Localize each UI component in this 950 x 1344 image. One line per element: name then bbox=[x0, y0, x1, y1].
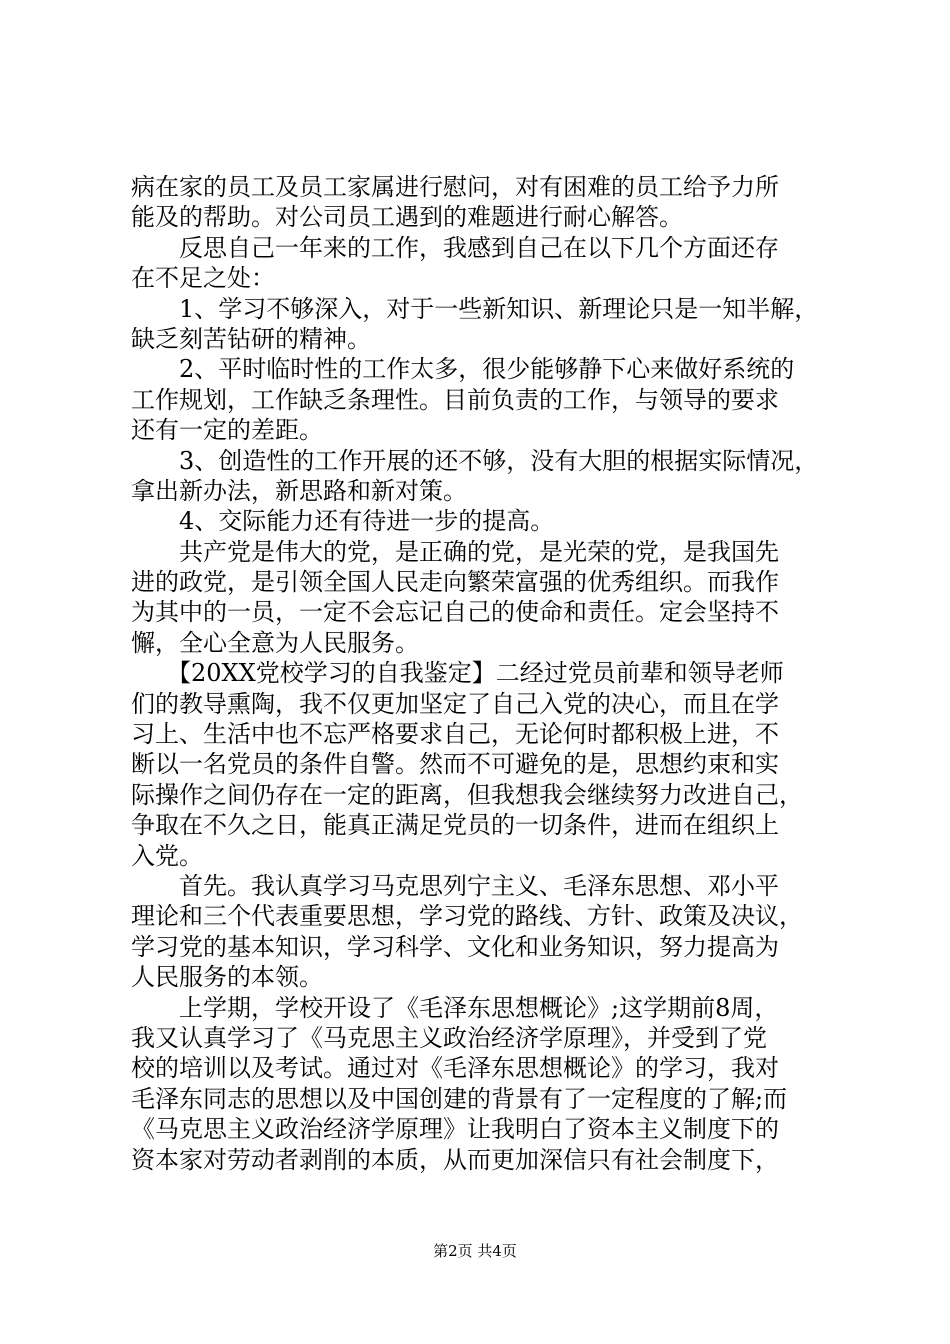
text-line: 懈，全心全意为人民服务。 bbox=[131, 628, 419, 657]
page-number-footer: 第2页 共4页 bbox=[433, 1242, 517, 1260]
text-line: 《马克思主义政治经济学原理》让我明白了资本主义制度下的 bbox=[131, 1115, 779, 1144]
text-line: 毛泽东同志的思想以及中国创建的背景有了一定程度的了解;而 bbox=[131, 1084, 788, 1113]
text-line: 3、创造性的工作开展的还不够，没有大胆的根据实际情况， bbox=[131, 446, 819, 475]
text-line: 争取在不久之日，能真正满足党员的一切条件，进而在组织上 bbox=[131, 811, 779, 840]
text-line: 们的教导熏陶，我不仅更加坚定了自己入党的决心，而且在学 bbox=[131, 689, 779, 718]
text-line: 【20XX党校学习的自我鉴定】二经过党员前辈和领导老师 bbox=[131, 659, 784, 688]
text-line: 学习党的基本知识，学习科学、文化和业务知识，努力提高为 bbox=[131, 932, 779, 961]
text-line: 资本家对劳动者剥削的本质，从而更加深信只有社会制度下， bbox=[131, 1145, 779, 1174]
text-line: 入党。 bbox=[131, 841, 203, 870]
text-line: 2、平时临时性的工作太多，很少能够静下心来做好系统的 bbox=[131, 355, 795, 384]
text-line: 人民服务的本领。 bbox=[131, 963, 323, 992]
text-line: 我又认真学习了《马克思主义政治经济学原理》，并受到了党 bbox=[131, 1023, 767, 1052]
text-line: 为其中的一员，一定不会忘记自己的使命和责任。定会坚持不 bbox=[131, 598, 779, 627]
text-line: 习上、生活中也不忘严格要求自己，无论何时都积极上进，不 bbox=[131, 720, 779, 749]
text-line: 工作规划，工作缺乏条理性。目前负责的工作，与领导的要求 bbox=[131, 385, 779, 414]
text-line: 共产党是伟大的党，是正确的党，是光荣的党，是我国先 bbox=[131, 537, 779, 566]
text-line: 1、学习不够深入，对于一些新知识、新理论只是一知半解， bbox=[131, 294, 819, 323]
text-line: 能及的帮助。对公司员工遇到的难题进行耐心解答。 bbox=[131, 203, 683, 232]
text-line: 理论和三个代表重要思想，学习党的路线、方针、政策及决议， bbox=[131, 902, 803, 931]
text-line: 上学期，学校开设了《毛泽东思想概论》;这学期前8周， bbox=[131, 993, 779, 1022]
text-line: 拿出新办法，新思路和新对策。 bbox=[131, 476, 467, 505]
text-line: 4、交际能力还有待进一步的提高。 bbox=[131, 507, 555, 536]
text-line: 校的培训以及考试。通过对《毛泽东思想概论》的学习，我对 bbox=[131, 1054, 779, 1083]
text-line: 病在家的员工及员工家属进行慰问，对有困难的员工给予力所 bbox=[131, 173, 779, 201]
text-line: 际操作之间仍存在一定的距离，但我想我会继续努力改进自己， bbox=[131, 780, 803, 809]
document-body bbox=[131, 172, 831, 1175]
text-line: 还有一定的差距。 bbox=[131, 416, 323, 445]
text-line: 进的政党，是引领全国人民走向繁荣富强的优秀组织。而我作 bbox=[131, 568, 779, 597]
text-line: 反思自己一年来的工作，我感到自己在以下几个方面还存 bbox=[131, 233, 779, 262]
text-line: 首先。我认真学习马克思列宁主义、毛泽东思想、邓小平 bbox=[131, 871, 779, 900]
text-line: 缺乏刻苦钻研的精神。 bbox=[131, 324, 371, 353]
text-line: 断以一名党员的条件自警。然而不可避免的是，思想约束和实 bbox=[131, 750, 779, 779]
text-line: 在不足之处： bbox=[131, 264, 275, 293]
